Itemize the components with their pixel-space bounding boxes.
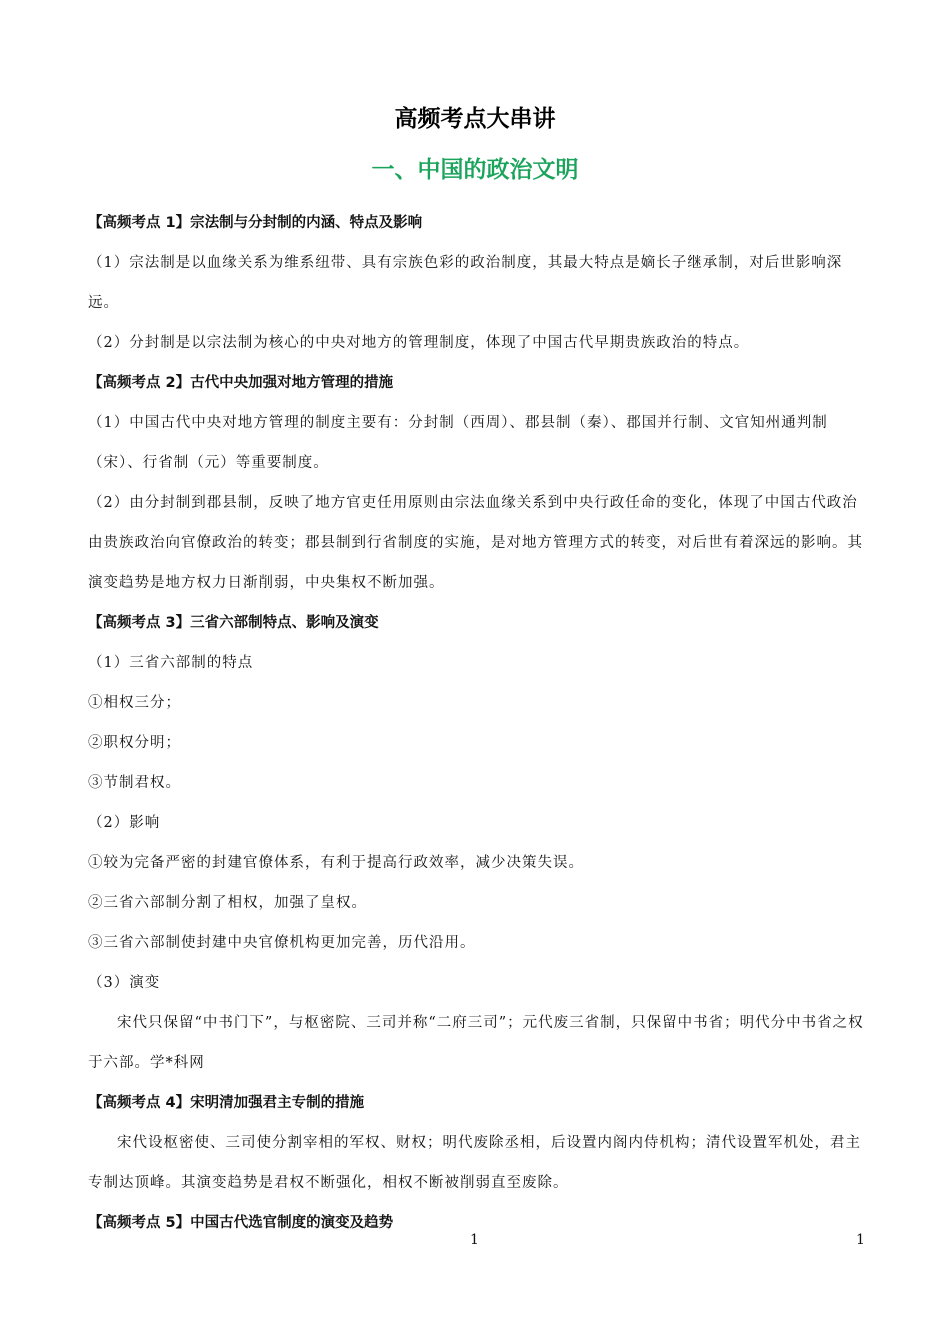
- document-body: [88, 203, 870, 1243]
- section-heading: 【高频考点 5】中国古代选官制度的演变及趋势: [88, 1215, 394, 1231]
- paragraph: ②三省六部制分割了相权，加强了皇权。: [88, 895, 367, 911]
- paragraph: （3）演变: [88, 975, 161, 991]
- paragraph: ②职权分明；: [88, 735, 181, 751]
- paragraph: （2）由分封制到郡县制，反映了地方官吏任用原则由宗法血缘关系到中央行政任命的变化，体现了中国古代政治由贵族政治向官僚政治的转变；郡县制到行省制度的实施，是对地方管理方式的转变，对后世有着深远的影响。其演变趋势是地方权力日渐削弱，中央集权不断加强。: [88, 495, 863, 591]
- paragraph: ③节制君权。: [88, 775, 181, 791]
- section-heading: 【高频考点 2】古代中央加强对地方管理的措施: [88, 375, 394, 391]
- page-number-right: 1: [856, 1232, 865, 1248]
- paragraph: ③三省六部制使封建中央官僚机构更加完善，历代沿用。: [88, 935, 476, 951]
- paragraph: （2）分封制是以宗法制为核心的中央对地方的管理制度，体现了中国古代早期贵族政治的特点。: [88, 335, 750, 351]
- section-heading: 【高频考点 4】宋明清加强君主专制的措施: [88, 1095, 365, 1111]
- paragraph: 宋代只保留“中书门下”，与枢密院、三司并称“二府三司”；元代废三省制，只保留中书省；明代分中书省之权于六部。学*科网: [88, 1015, 864, 1071]
- paragraph: （1）宗法制是以血缘关系为维系纽带、具有宗族色彩的政治制度，其最大特点是嫡长子继承制，对后世影响深远。: [88, 255, 843, 311]
- section-heading: 【高频考点 3】三省六部制特点、影响及演变: [88, 615, 379, 631]
- section-title: 一、中国的政治文明: [371, 157, 579, 183]
- page-number-center: 1: [470, 1232, 479, 1248]
- paragraph: （1）三省六部制的特点: [88, 655, 254, 671]
- page-title: 高频考点大串讲: [394, 106, 556, 132]
- paragraph: ①较为完备严密的封建官僚体系，有利于提高行政效率，减少决策失误。: [88, 855, 584, 871]
- paragraph: （1）中国古代中央对地方管理的制度主要有：分封制（西周）、郡县制（秦）、郡国并行制、文官知州通判制（宋）、行省制（元）等重要制度。: [88, 415, 828, 471]
- paragraph: （2）影响: [88, 815, 161, 831]
- paragraph: ①相权三分；: [88, 695, 181, 711]
- paragraph: 宋代设枢密使、三司使分割宰相的军权、财权；明代废除丞相，后设置内阁内侍机构；清代设置军机处，君主专制达顶峰。其演变趋势是君权不断强化，相权不断被削弱直至废除。: [88, 1135, 861, 1191]
- section-heading: 【高频考点 1】宗法制与分封制的内涵、特点及影响: [88, 215, 423, 231]
